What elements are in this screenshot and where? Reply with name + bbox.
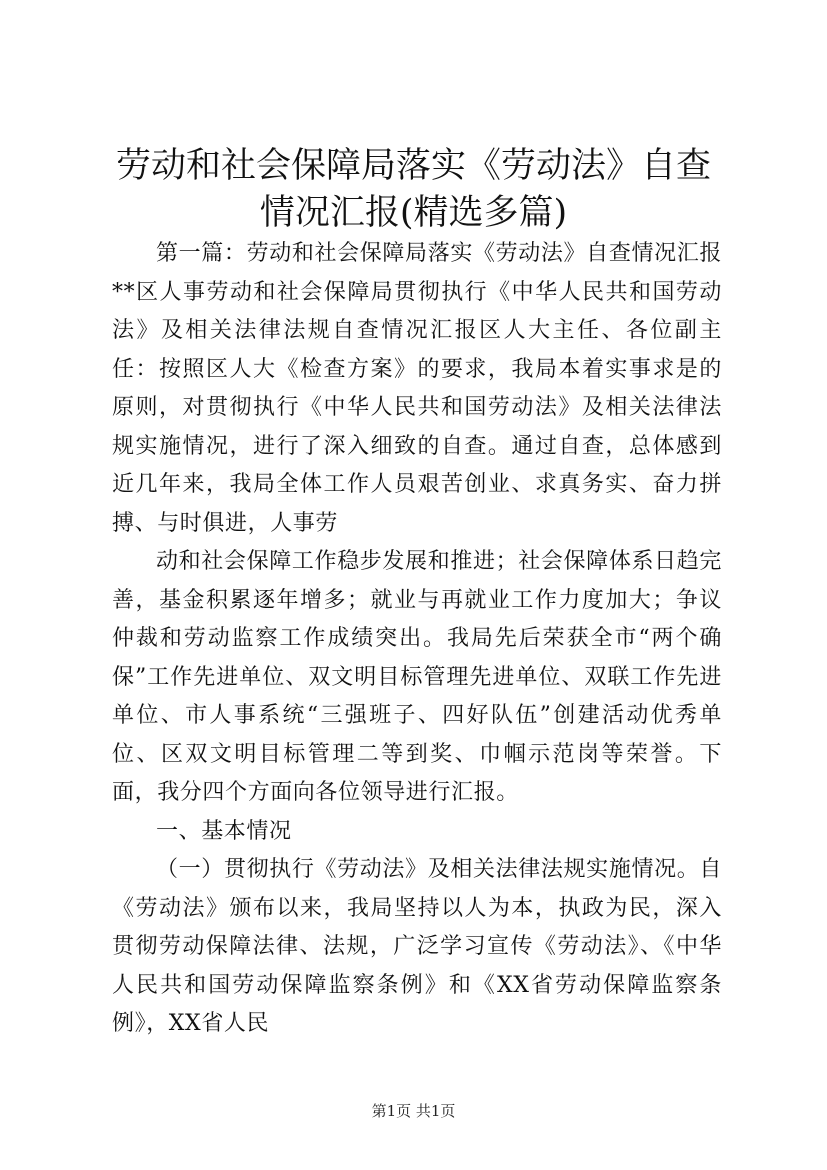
paragraph-3: （一）贯彻执行《劳动法》及相关法律法规实施情况。自《劳动法》颁布以来，我局坚持以人为本，执政为民，深入贯彻劳动保障法律、法规，广泛学习宣传《劳动法》、《中华人民共和国劳动保障监察条例》和《XX省劳动保障监察条例》，XX省人民 <box>112 857 722 1036</box>
document-title: 劳动和社会保障局落实《劳动法》自查情况汇报(精选多篇) <box>115 146 711 233</box>
paragraph-2: 动和社会保障工作稳步发展和推进；社会保障体系日趋完善，基金积累逐年增多；就业与再就业工作力度加大；争议仲裁和劳动监察工作成绩突出。我局先后荣获全市“两个确保”工作先进单位、双文明目标管理先进单位、双联工作先进单位、市人事系统“三强班子、四好队伍”创建活动优秀单位、区双文明目标管理二等到奖、巾帼示范岗等荣誉。下面，我分四个方面向各位领导进行汇报。 <box>112 549 722 805</box>
section-heading: 一、基本情况 <box>156 818 292 844</box>
paragraph-1: 第一篇：劳动和社会保障局落实《劳动法》自查情况汇报**区人事劳动和社会保障局贯彻执行《中华人民共和国劳动法》及相关法律法规自查情况汇报区人大主任、各位副主任：按照区人大《检查方案》的要求，我局本着实事求是的原则，对贯彻执行《中华人民共和国劳动法》及相关法律法规实施情况，进行了深入细致的自查。通过自查，总体感到近几年来，我局全体工作人员艰苦创业、求真务实、奋力拼搏、与时俱进，人事劳 <box>112 241 722 536</box>
page-footer: 第1页 共1页 <box>371 1102 456 1120</box>
document-body <box>112 235 722 1044</box>
